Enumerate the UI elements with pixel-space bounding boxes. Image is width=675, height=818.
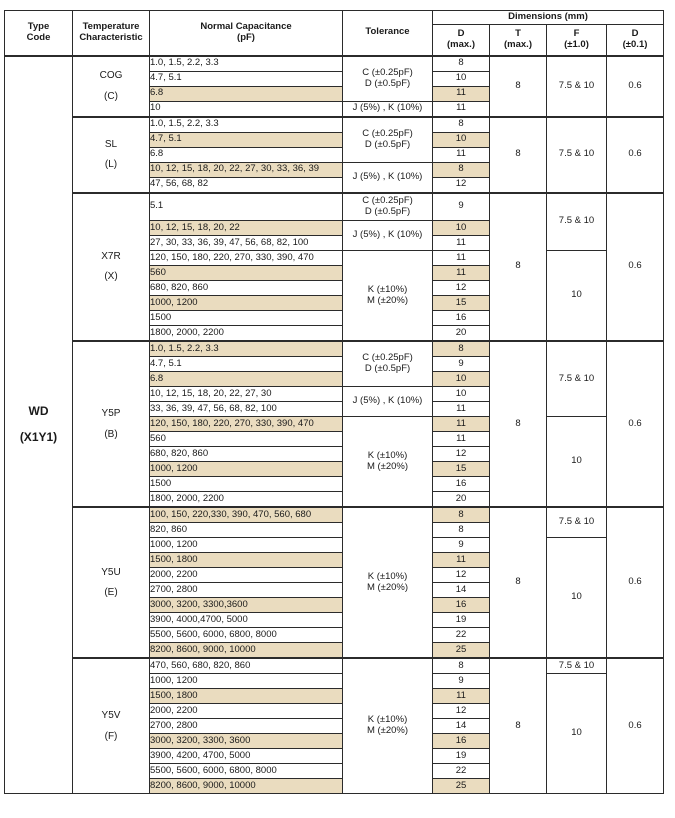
type-code-label: WD bbox=[28, 403, 49, 418]
tolerance-line: K (±10%) bbox=[367, 714, 408, 726]
tolerance-line: C (±0.25pF) bbox=[362, 352, 413, 364]
d-max-cell: 8 bbox=[433, 507, 490, 523]
d-max-cell: 11 bbox=[433, 147, 490, 162]
d-max-cell: 11 bbox=[433, 402, 490, 417]
d-max-cell: 11 bbox=[433, 236, 490, 251]
capacitance-cell: 1500 bbox=[150, 477, 343, 492]
type-code-cell bbox=[5, 56, 73, 794]
temp-characteristic-code: COG bbox=[99, 70, 123, 81]
f-tolerance-cell: 10 bbox=[547, 251, 607, 342]
d-max-cell: 15 bbox=[433, 296, 490, 311]
d-tolerance-cell: 0.6 bbox=[607, 658, 664, 794]
tolerance-cell bbox=[343, 193, 433, 221]
d-max-header: D (max.) bbox=[433, 25, 490, 56]
table-row bbox=[5, 507, 664, 523]
d-max-cell: 10 bbox=[433, 221, 490, 236]
spec-table-body bbox=[5, 56, 664, 794]
tolerance-cell bbox=[343, 162, 433, 193]
d-max-cell: 9 bbox=[433, 674, 490, 689]
capacitance-cell: 5.1 bbox=[150, 193, 343, 221]
d-tolerance-cell: 0.6 bbox=[607, 56, 664, 117]
tolerance-line: C (±0.25pF) bbox=[362, 194, 413, 206]
capacitance-cell: 6.8 bbox=[150, 372, 343, 387]
d-max-cell: 11 bbox=[433, 432, 490, 447]
d-max-cell: 22 bbox=[433, 628, 490, 643]
d-max-cell: 20 bbox=[433, 492, 490, 508]
tolerance-line: M (±20%) bbox=[366, 581, 409, 593]
d-max-cell: 8 bbox=[433, 162, 490, 177]
tolerance-cell bbox=[343, 101, 433, 117]
capacitance-cell: 2000, 2200 bbox=[150, 568, 343, 583]
f-tolerance-cell: 7.5 & 10 bbox=[547, 658, 607, 674]
t-max-cell: 8 bbox=[490, 193, 547, 342]
capacitance-cell: 10 bbox=[150, 101, 343, 117]
capacitance-cell: 47, 56, 68, 82 bbox=[150, 177, 343, 193]
tolerance-cell bbox=[343, 341, 433, 387]
capacitance-cell: 3000, 3200, 3300, 3600 bbox=[150, 734, 343, 749]
capacitance-cell: 8200, 8600, 9000, 10000 bbox=[150, 643, 343, 659]
f-tolerance-cell: 10 bbox=[547, 417, 607, 508]
temp-characteristic-letter: (F) bbox=[104, 730, 118, 742]
f-tolerance-cell: 7.5 & 10 bbox=[547, 341, 607, 417]
table-row bbox=[5, 117, 664, 133]
tolerance-line: C (±0.25pF) bbox=[362, 66, 413, 78]
capacitance-cell: 1500, 1800 bbox=[150, 689, 343, 704]
capacitance-cell: 560 bbox=[150, 266, 343, 281]
capacitance-cell: 33, 36, 39, 47, 56, 68, 82, 100 bbox=[150, 402, 343, 417]
d-max-cell: 11 bbox=[433, 101, 490, 117]
temp-characteristic-letter: (L) bbox=[104, 159, 118, 170]
tolerance-line: M (±20%) bbox=[366, 460, 409, 472]
d-max-cell: 12 bbox=[433, 704, 490, 719]
d-max-cell: 8 bbox=[433, 56, 490, 72]
temp-characteristic-header: Temperature Characteristic bbox=[73, 11, 150, 56]
tolerance-cell bbox=[343, 221, 433, 251]
capacitance-cell: 3900, 4200, 4700, 5000 bbox=[150, 749, 343, 764]
d-max-cell: 15 bbox=[433, 462, 490, 477]
temp-characteristic-code: Y5U bbox=[101, 566, 121, 578]
capacitance-cell: 1500 bbox=[150, 311, 343, 326]
temp-characteristic-cell bbox=[73, 341, 150, 507]
temp-characteristic-letter: (B) bbox=[104, 428, 118, 440]
d-max-cell: 11 bbox=[433, 266, 490, 281]
tolerance-cell bbox=[343, 387, 433, 417]
capacitance-cell: 2700, 2800 bbox=[150, 719, 343, 734]
t-max-cell: 8 bbox=[490, 658, 547, 794]
temp-characteristic-code: Y5V bbox=[101, 710, 121, 721]
capacitance-cell: 4.7, 5.1 bbox=[150, 71, 343, 86]
d-max-cell: 22 bbox=[433, 764, 490, 779]
tolerance-line: J (5%) , K (10%) bbox=[352, 229, 423, 241]
d-max-cell: 10 bbox=[433, 372, 490, 387]
capacitance-cell: 470, 560, 680, 820, 860 bbox=[150, 658, 343, 674]
table-row bbox=[5, 193, 664, 221]
capacitance-cell: 8200, 8600, 9000, 10000 bbox=[150, 779, 343, 794]
capacitance-cell: 10, 12, 15, 18, 20, 22 bbox=[150, 221, 343, 236]
capacitance-cell: 1000, 1200 bbox=[150, 296, 343, 311]
capacitance-cell: 3000, 3200, 3300,3600 bbox=[150, 598, 343, 613]
capacitance-cell: 27, 30, 33, 36, 39, 47, 56, 68, 82, 100 bbox=[150, 236, 343, 251]
f-tolerance-cell: 7.5 & 10 bbox=[547, 507, 607, 538]
tolerance-line: K (±10%) bbox=[367, 570, 408, 582]
temp-characteristic-cell bbox=[73, 193, 150, 342]
temp-characteristic-cell bbox=[73, 117, 150, 193]
tolerance-line: K (±10%) bbox=[367, 283, 408, 295]
capacitance-cell: 680, 820, 860 bbox=[150, 281, 343, 296]
capacitance-cell: 820, 860 bbox=[150, 523, 343, 538]
temp-characteristic-letter: (X) bbox=[104, 271, 118, 283]
d-max-cell: 19 bbox=[433, 613, 490, 628]
d-max-cell: 12 bbox=[433, 281, 490, 296]
temp-characteristic-letter: (E) bbox=[104, 587, 118, 598]
f-tolerance-cell: 10 bbox=[547, 538, 607, 659]
table-row bbox=[5, 341, 664, 357]
tolerance-line: D (±0.5pF) bbox=[364, 205, 411, 217]
table-row bbox=[5, 658, 664, 674]
capacitance-cell: 1.0, 1.5, 2.2, 3.3 bbox=[150, 117, 343, 133]
tolerance-line: C (±0.25pF) bbox=[362, 127, 413, 139]
type-code-header: Type Code bbox=[5, 11, 73, 56]
d-max-cell: 16 bbox=[433, 734, 490, 749]
d-max-cell: 14 bbox=[433, 583, 490, 598]
d-max-cell: 19 bbox=[433, 749, 490, 764]
tolerance-header: Tolerance bbox=[343, 11, 433, 56]
temp-characteristic-code: SL bbox=[104, 138, 118, 150]
tolerance-line: J (5%) , K (10%) bbox=[352, 102, 423, 114]
f-tolerance-cell: 7.5 & 10 bbox=[547, 117, 607, 193]
capacitance-cell: 10, 12, 15, 18, 20, 22, 27, 30 bbox=[150, 387, 343, 402]
tolerance-line: M (±20%) bbox=[366, 725, 409, 736]
capacitance-cell: 2000, 2200 bbox=[150, 704, 343, 719]
t-max-cell: 8 bbox=[490, 507, 547, 658]
d-max-cell: 11 bbox=[433, 251, 490, 266]
d-max-cell: 11 bbox=[433, 553, 490, 568]
d-max-cell: 9 bbox=[433, 357, 490, 372]
tolerance-line: J (5%) , K (10%) bbox=[352, 395, 423, 407]
capacitance-cell: 1000, 1200 bbox=[150, 674, 343, 689]
capacitance-cell: 3900, 4000,4700, 5000 bbox=[150, 613, 343, 628]
d-max-cell: 8 bbox=[433, 341, 490, 357]
d-max-cell: 8 bbox=[433, 658, 490, 674]
d-max-cell: 10 bbox=[433, 71, 490, 86]
type-code-sub: (X1Y1) bbox=[19, 429, 58, 444]
tolerance-line: D (±0.5pF) bbox=[364, 138, 411, 150]
d-tolerance-cell: 0.6 bbox=[607, 117, 664, 193]
f-tolerance-cell: 10 bbox=[547, 674, 607, 794]
tolerance-cell bbox=[343, 251, 433, 342]
t-max-cell: 8 bbox=[490, 341, 547, 507]
capacitance-cell: 5500, 5600, 6000, 6800, 8000 bbox=[150, 764, 343, 779]
tolerance-cell bbox=[343, 417, 433, 508]
capacitance-cell: 1.0, 1.5, 2.2, 3.3 bbox=[150, 341, 343, 357]
tolerance-cell bbox=[343, 56, 433, 102]
capacitance-cell: 10, 12, 15, 18, 20, 22, 27, 30, 33, 36, 39 bbox=[150, 162, 343, 177]
capacitance-cell: 1800, 2000, 2200 bbox=[150, 326, 343, 342]
capacitance-cell: 100, 150, 220,330, 390, 470, 560, 680 bbox=[150, 507, 343, 523]
temp-characteristic-letter: (C) bbox=[104, 90, 118, 102]
d-max-cell: 11 bbox=[433, 417, 490, 432]
tolerance-cell bbox=[343, 507, 433, 658]
d-tolerance-cell: 0.6 bbox=[607, 341, 664, 507]
temp-characteristic-code: Y5P bbox=[101, 408, 121, 419]
d-max-cell: 11 bbox=[433, 689, 490, 704]
d-max-cell: 20 bbox=[433, 326, 490, 342]
d-max-cell: 11 bbox=[433, 86, 490, 101]
capacitance-cell: 560 bbox=[150, 432, 343, 447]
temp-characteristic-code: X7R bbox=[101, 250, 121, 262]
d-max-cell: 14 bbox=[433, 719, 490, 734]
capacitance-cell: 1000, 1200 bbox=[150, 538, 343, 553]
d-max-cell: 16 bbox=[433, 311, 490, 326]
capacitor-spec-table bbox=[4, 10, 664, 794]
d-max-cell: 10 bbox=[433, 387, 490, 402]
capacitance-cell: 1800, 2000, 2200 bbox=[150, 492, 343, 508]
tolerance-line: D (±0.5pF) bbox=[364, 363, 411, 374]
capacitance-cell: 120, 150, 180, 220, 270, 330, 390, 470 bbox=[150, 251, 343, 266]
temp-characteristic-cell bbox=[73, 56, 150, 117]
f-tolerance-header: F (±1.0) bbox=[547, 25, 607, 56]
f-tolerance-cell: 7.5 & 10 bbox=[547, 193, 607, 251]
d-max-cell: 8 bbox=[433, 523, 490, 538]
table-row bbox=[5, 56, 664, 72]
d-max-cell: 12 bbox=[433, 177, 490, 193]
d-max-cell: 9 bbox=[433, 193, 490, 221]
t-max-cell: 8 bbox=[490, 56, 547, 117]
tolerance-line: J (5%) , K (10%) bbox=[352, 170, 423, 182]
capacitance-cell: 2700, 2800 bbox=[150, 583, 343, 598]
t-max-cell: 8 bbox=[490, 117, 547, 193]
d-max-cell: 25 bbox=[433, 779, 490, 794]
tolerance-line: K (±10%) bbox=[367, 449, 408, 461]
capacitance-cell: 5500, 5600, 6000, 6800, 8000 bbox=[150, 628, 343, 643]
t-max-header: T (max.) bbox=[490, 25, 547, 56]
capacitance-cell: 6.8 bbox=[150, 147, 343, 162]
d-max-cell: 8 bbox=[433, 117, 490, 133]
capacitance-header: Normal Capacitance (pF) bbox=[150, 11, 343, 56]
capacitance-cell: 4.7, 5.1 bbox=[150, 132, 343, 147]
d-max-cell: 16 bbox=[433, 477, 490, 492]
tolerance-line: D (±0.5pF) bbox=[364, 77, 411, 89]
capacitance-cell: 6.8 bbox=[150, 86, 343, 101]
capacitance-cell: 4.7, 5.1 bbox=[150, 357, 343, 372]
d-tolerance-header: D (±0.1) bbox=[607, 25, 664, 56]
capacitance-cell: 1.0, 1.5, 2.2, 3.3 bbox=[150, 56, 343, 72]
d-max-cell: 12 bbox=[433, 568, 490, 583]
d-max-cell: 16 bbox=[433, 598, 490, 613]
tolerance-line: M (±20%) bbox=[366, 294, 409, 306]
d-max-cell: 25 bbox=[433, 643, 490, 659]
dimensions-header: Dimensions (mm) bbox=[433, 11, 664, 25]
tolerance-cell bbox=[343, 658, 433, 794]
d-max-cell: 12 bbox=[433, 447, 490, 462]
tolerance-cell bbox=[343, 117, 433, 163]
f-tolerance-cell: 7.5 & 10 bbox=[547, 56, 607, 117]
capacitance-cell: 1000, 1200 bbox=[150, 462, 343, 477]
d-max-cell: 9 bbox=[433, 538, 490, 553]
capacitance-cell: 1500, 1800 bbox=[150, 553, 343, 568]
d-max-cell: 10 bbox=[433, 132, 490, 147]
capacitance-cell: 680, 820, 860 bbox=[150, 447, 343, 462]
capacitance-cell: 120, 150, 180, 220, 270, 330, 390, 470 bbox=[150, 417, 343, 432]
d-tolerance-cell: 0.6 bbox=[607, 193, 664, 342]
temp-characteristic-cell bbox=[73, 658, 150, 794]
temp-characteristic-cell bbox=[73, 507, 150, 658]
d-tolerance-cell: 0.6 bbox=[607, 507, 664, 658]
